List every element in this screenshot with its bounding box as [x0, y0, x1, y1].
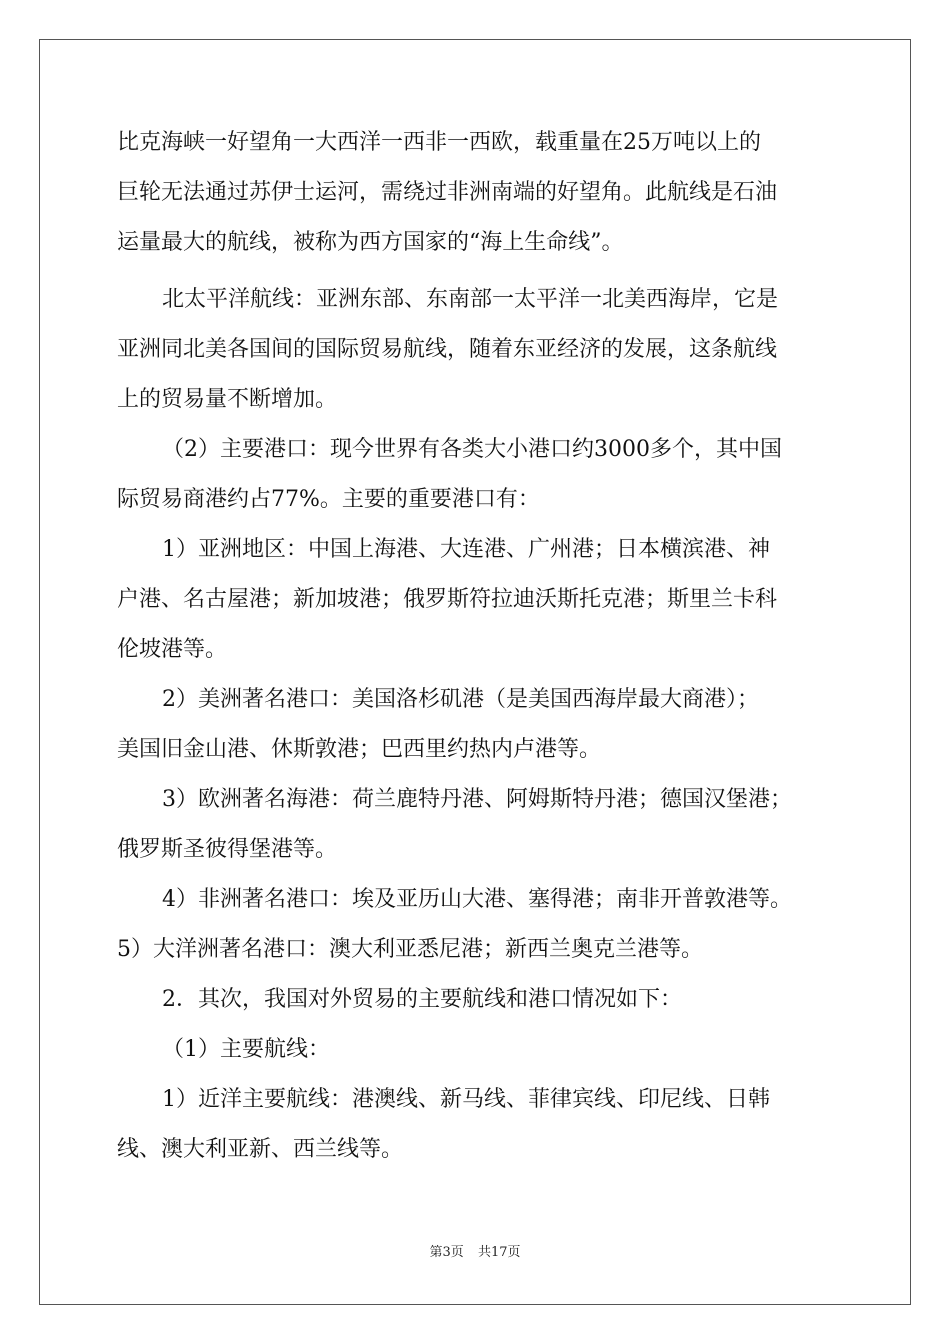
- text-line: 亚洲同北美各国间的国际贸易航线，随着东亚经济的发展，这条航线: [117, 337, 778, 362]
- text-line: 2．其次，我国对外贸易的主要航线和港口情况如下：: [162, 987, 682, 1012]
- text-line: 伦坡港等。: [117, 637, 228, 662]
- text-line: 5）大洋洲著名港口：澳大利亚悉尼港；新西兰奥克兰港等。: [117, 937, 703, 962]
- text-line: 2）美洲著名港口：美国洛杉矶港（是美国西海岸最大商港）；: [162, 687, 759, 712]
- text-line: 户港、名古屋港；新加坡港；俄罗斯符拉迪沃斯托克港；斯里兰卡科: [117, 587, 778, 612]
- text-line: 上的贸易量不断增加。: [117, 387, 338, 412]
- text-line: 1）近洋主要航线：港澳线、新马线、菲律宾线、印尼线、日韩: [162, 1087, 770, 1112]
- page-footer: [0, 1244, 950, 1262]
- text-line: 4）非洲著名港口：埃及亚历山大港、塞得港；南非开普敦港等。: [162, 887, 792, 912]
- text-line: 1）亚洲地区：中国上海港、大连港、广州港；日本横滨港、神: [162, 537, 770, 562]
- page-number: 第3页: [429, 1245, 464, 1260]
- text-line: 巨轮无法通过苏伊士运河，需绕过非洲南端的好望角。此航线是石油: [117, 180, 778, 205]
- text-line: 北太平洋航线：亚洲东部、东南部一太平洋一北美西海岸，它是: [162, 287, 779, 312]
- page-total: 共17页: [477, 1245, 521, 1260]
- text-line: 运量最大的航线，被称为西方国家的“海上生命线”。: [117, 230, 624, 255]
- text-line: （2）主要港口：现今世界有各类大小港口约3000多个，其中国: [162, 437, 782, 462]
- text-line: 际贸易商港约占77%。主要的重要港口有：: [117, 487, 540, 512]
- text-line: （1）主要航线：: [162, 1037, 330, 1062]
- text-line: 3）欧洲著名海港：荷兰鹿特丹港、阿姆斯特丹港；德国汉堡港；: [162, 787, 792, 812]
- text-line: 美国旧金山港、休斯敦港；巴西里约热内卢港等。: [117, 737, 602, 762]
- text-line: 线、澳大利亚新、西兰线等。: [117, 1137, 404, 1162]
- text-line: 比克海峡一好望角一大西洋一西非一西欧，载重量在25万吨以上的: [117, 130, 761, 155]
- text-line: 俄罗斯圣彼得堡港等。: [117, 837, 338, 862]
